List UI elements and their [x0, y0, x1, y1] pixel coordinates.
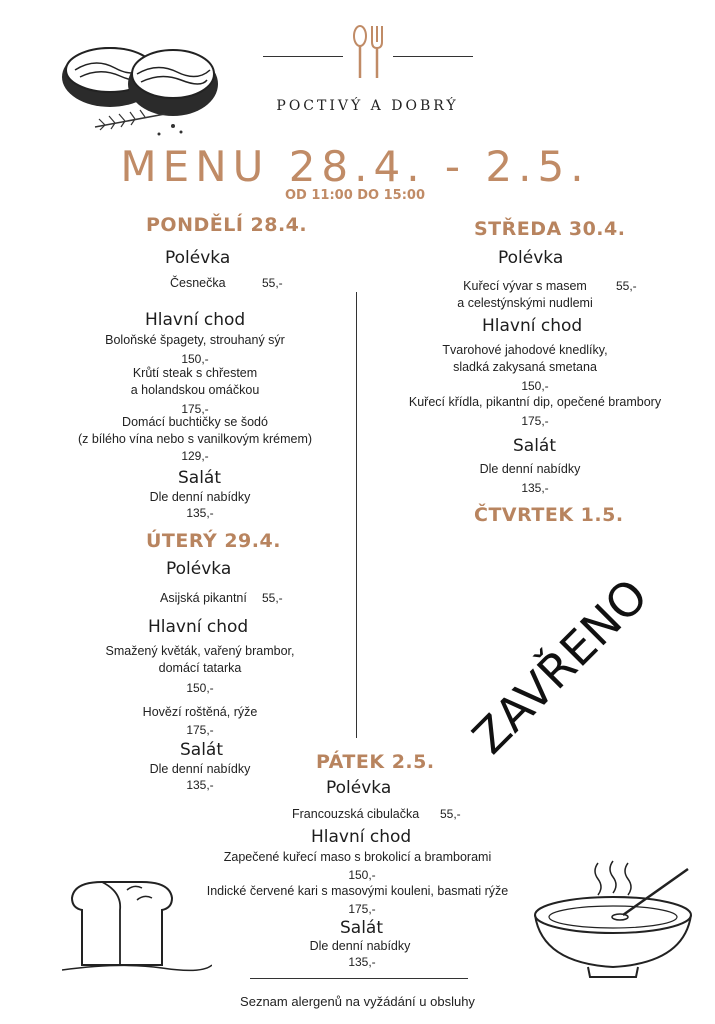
- monday-main-3-line2: (z bílého vína nebo s vanilkovým krémem): [77, 432, 313, 446]
- wednesday-salad-label: Salát: [513, 436, 557, 456]
- monday-main-2-line2: a holandskou omáčkou: [130, 383, 260, 397]
- opening-hours: OD 11:00 DO 15:00: [284, 188, 426, 203]
- monday-main-3: Domácí buchtičky se šodó: [122, 415, 268, 429]
- steak-illustration: [55, 22, 225, 147]
- brand-name: POCTIVÝ A DOBRÝ: [276, 98, 459, 114]
- friday-salad-item: Dle denní nabídky: [309, 939, 411, 953]
- monday-main-1: Boloňské špagety, strouhaný sýr: [105, 333, 285, 347]
- footer-divider: [250, 978, 468, 979]
- monday-salad-item: Dle denní nabídky: [149, 490, 251, 504]
- cutlery-icon: [348, 22, 388, 82]
- friday-salad-label: Salát: [340, 918, 384, 938]
- monday-main-2-price: 175,-: [181, 402, 209, 416]
- wednesday-soup-price: 55,-: [616, 279, 637, 293]
- friday-main-2-price: 175,-: [348, 902, 376, 916]
- friday-main-1: Zapečené kuřecí maso s brokolicí a bramborami: [223, 850, 492, 864]
- tuesday-main-2: Hovězí roštěná, rýže: [142, 705, 258, 719]
- wednesday-main-2-price: 175,-: [521, 414, 549, 428]
- tuesday-soup-price: 55,-: [262, 591, 283, 605]
- tuesday-main-label: Hlavní chod: [148, 617, 249, 637]
- monday-soup-name: Česnečka: [170, 276, 226, 290]
- wednesday-salad-item: Dle denní nabídky: [479, 462, 581, 476]
- bread-illustration: [62, 870, 212, 980]
- friday-soup-name: Francouzská cibulačka: [292, 807, 420, 821]
- day-heading-wednesday: STŘEDA 30.4.: [474, 218, 626, 240]
- wednesday-soup-line2: a celestýnskými nudlemi: [457, 296, 593, 310]
- friday-main-2: Indické červené kari s masovými kouleni, basmati rýže: [206, 884, 509, 898]
- wednesday-main-1-price: 150,-: [521, 379, 549, 393]
- wednesday-main-1: Tvarohové jahodové knedlíky,: [442, 343, 608, 357]
- monday-main-2: Krůtí steak s chřestem: [132, 366, 258, 380]
- tuesday-main-2-price: 175,-: [186, 723, 214, 737]
- tuesday-main-1: Smažený květák, vařený brambor,: [105, 644, 295, 658]
- wednesday-soup-label: Polévka: [498, 248, 564, 268]
- wednesday-soup-line1: Kuřecí vývar s masem: [463, 279, 587, 293]
- wednesday-salad-price: 135,-: [521, 481, 549, 495]
- brand-divider-left: [263, 56, 343, 57]
- tuesday-soup-label: Polévka: [166, 559, 232, 579]
- wednesday-main-1-line2: sladká zakysaná smetana: [453, 360, 597, 374]
- tuesday-main-1-price: 150,-: [186, 681, 214, 695]
- monday-main-3-price: 129,-: [181, 449, 209, 463]
- monday-soup-price: 55,-: [262, 276, 283, 290]
- monday-salad-label: Salát: [178, 468, 222, 488]
- monday-main-label: Hlavní chod: [145, 310, 246, 330]
- friday-main-1-price: 150,-: [348, 868, 376, 882]
- friday-soup-price: 55,-: [440, 807, 461, 821]
- column-divider-bottom: [356, 526, 357, 738]
- monday-main-1-price: 150,-: [181, 352, 209, 366]
- soup-bowl-illustration: [528, 855, 703, 985]
- friday-salad-price: 135,-: [348, 955, 376, 969]
- tuesday-salad-item: Dle denní nabídky: [149, 762, 251, 776]
- closed-stamp: ZAVŘENO: [462, 568, 658, 765]
- tuesday-salad-price: 135,-: [186, 778, 214, 792]
- day-heading-friday: PÁTEK 2.5.: [316, 751, 435, 773]
- tuesday-salad-label: Salát: [180, 740, 224, 760]
- monday-soup-label: Polévka: [165, 248, 231, 268]
- monday-salad-price: 135,-: [186, 506, 214, 520]
- brand-divider-right: [393, 56, 473, 57]
- day-heading-thursday: ČTVRTEK 1.5.: [474, 504, 624, 526]
- wednesday-main-2: Kuřecí křídla, pikantní dip, opečené brambory: [408, 395, 662, 409]
- friday-soup-label: Polévka: [326, 778, 392, 798]
- tuesday-main-1-line2: domácí tatarka: [158, 661, 242, 675]
- column-divider-top: [356, 292, 357, 530]
- tuesday-soup-name: Asijská pikantní: [160, 591, 247, 605]
- menu-title: MENU 28.4. - 2.5.: [120, 142, 590, 191]
- allergen-note: Seznam alergenů na vyžádání u obsluhy: [240, 994, 475, 1009]
- friday-main-label: Hlavní chod: [311, 827, 412, 847]
- day-heading-monday: PONDĚLÍ 28.4.: [146, 214, 308, 236]
- wednesday-main-label: Hlavní chod: [482, 316, 583, 336]
- day-heading-tuesday: ÚTERÝ 29.4.: [146, 530, 281, 552]
